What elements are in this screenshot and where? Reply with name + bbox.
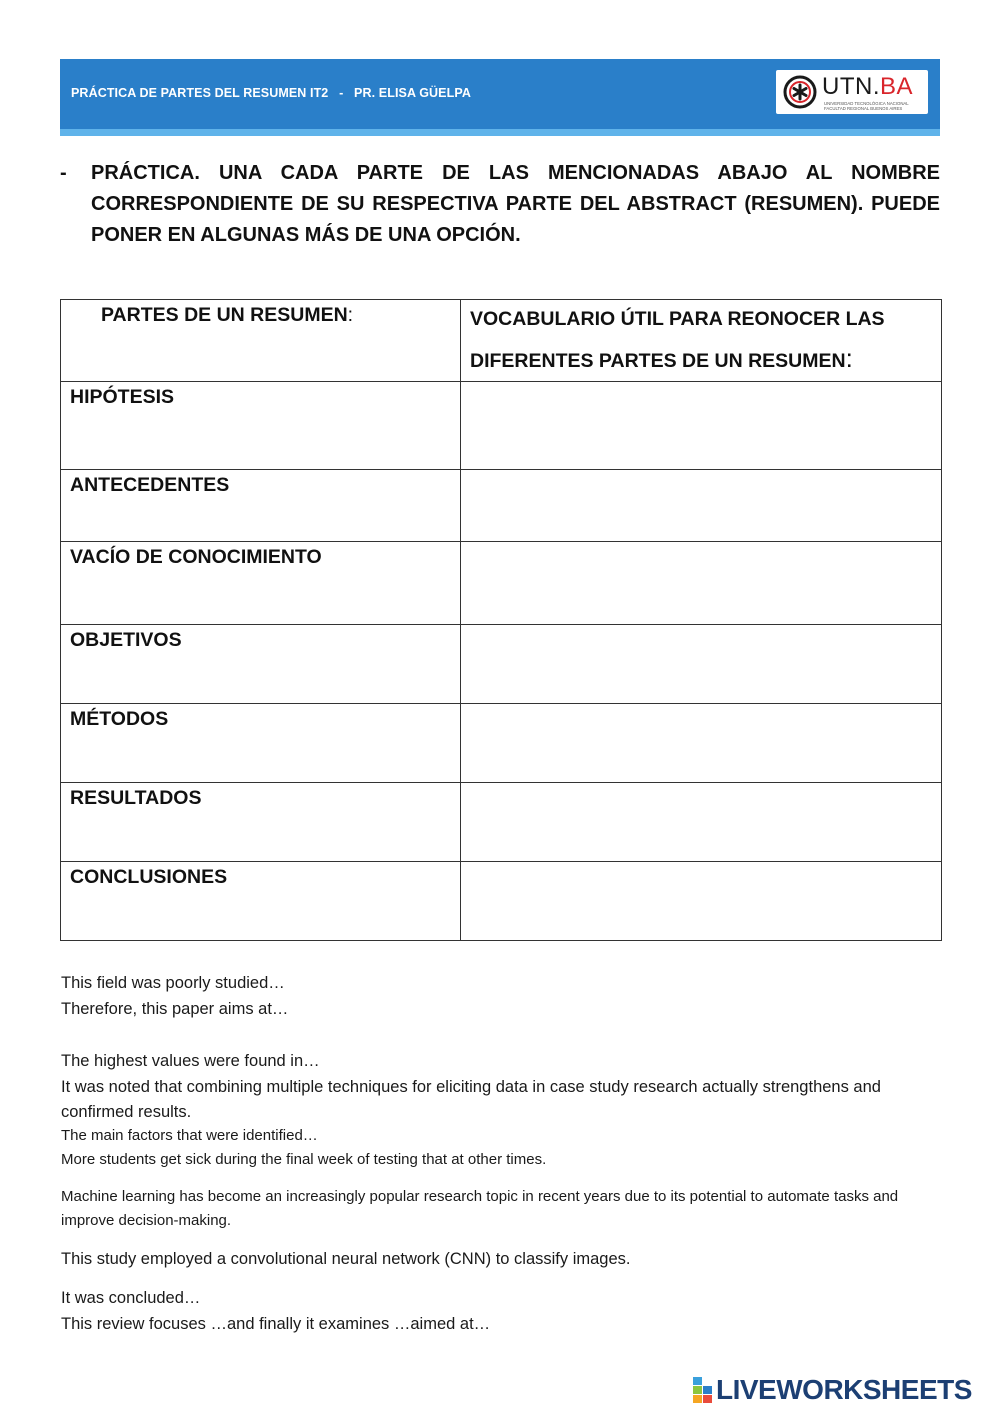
table-row: [61, 542, 942, 625]
table-row: [61, 783, 942, 862]
row-label-vacio-de-conocimiento: VACÍO DE CONOCIMIENTO: [61, 542, 461, 625]
abstract-parts-table: [60, 299, 942, 941]
row-label-antecedentes: ANTECEDENTES: [61, 470, 461, 542]
answer-drop-zone-metodos[interactable]: [461, 704, 942, 783]
header-cell-vocabulary: VOCABULARIO ÚTIL PARA REONOCER LAS DIFERENTES PARTES DE UN RESUMEN:: [461, 300, 942, 382]
utn-emblem-icon: [783, 75, 817, 109]
table-row: [61, 862, 942, 941]
answer-drop-zone-antecedentes[interactable]: [461, 470, 942, 542]
header-banner: [60, 59, 940, 129]
vocab-phrase[interactable]: It was concluded…: [61, 1289, 201, 1307]
table-row: [61, 382, 942, 470]
liveworksheets-logo: [692, 1374, 992, 1408]
logo-subtitle: UNIVERSIDAD TECNOLÓGICA NACIONAL FACULTAD REGIONAL BUENOS AIRES: [824, 101, 909, 111]
row-label-conclusiones: CONCLUSIONES: [61, 862, 461, 941]
header-title: PRÁCTICA DE PARTES DEL RESUMEN IT2 - PR. ELISA GÜELPA: [71, 86, 471, 100]
liveworksheets-wordmark: LIVEWORKSHEETS: [716, 1374, 972, 1405]
answer-drop-zone-vacio-de-conocimiento[interactable]: [461, 542, 942, 625]
liveworksheets-icon: [692, 1376, 714, 1404]
vocab-phrase[interactable]: More students get sick during the final week of testing that at other times.: [61, 1151, 547, 1168]
vocab-phrase[interactable]: The highest values were found in…: [61, 1052, 320, 1070]
row-label-metodos: MÉTODOS: [61, 704, 461, 783]
table-row: [61, 625, 942, 704]
table-header-row: [61, 300, 942, 382]
row-label-hipotesis: HIPÓTESIS: [61, 382, 461, 470]
logo-wordmark: UTN.BA: [822, 73, 914, 100]
instruction-bullet: -: [60, 162, 67, 184]
vocab-phrase[interactable]: Therefore, this paper aims at…: [61, 1000, 289, 1018]
vocab-phrase[interactable]: It was noted that combining multiple techniques for eliciting data in case study research actually strengthens and confirmed results.: [61, 1078, 881, 1121]
header-stripe: [60, 129, 940, 136]
instruction: [60, 158, 940, 251]
utn-logo: [776, 70, 928, 114]
table-row: [61, 470, 942, 542]
answer-drop-zone-objetivos[interactable]: [461, 625, 942, 704]
vocab-phrase[interactable]: This study employed a convolutional neural network (CNN) to classify images.: [61, 1250, 631, 1268]
header-cell-parts: PARTES DE UN RESUMEN:: [61, 300, 461, 382]
row-label-resultados: RESULTADOS: [61, 783, 461, 862]
answer-drop-zone-resultados[interactable]: [461, 783, 942, 862]
answer-drop-zone-conclusiones[interactable]: [461, 862, 942, 941]
vocab-phrase[interactable]: This field was poorly studied…: [61, 974, 285, 992]
vocab-phrase[interactable]: This review focuses …and finally it examines …aimed at…: [61, 1315, 491, 1333]
vocab-phrase[interactable]: The main factors that were identified…: [61, 1127, 318, 1144]
table-row: [61, 704, 942, 783]
row-label-objetivos: OBJETIVOS: [61, 625, 461, 704]
answer-drop-zone-hipotesis[interactable]: [461, 382, 942, 470]
vocab-phrase[interactable]: Machine learning has become an increasingly popular research topic in recent years due to its potential to automate tasks and improve decision-making.: [61, 1188, 899, 1229]
instruction-text: PRÁCTICA. UNA CADA PARTE DE LAS MENCIONADAS ABAJO AL NOMBRE CORRESPONDIENTE DE SU RESPECTIVA PARTE DEL ABSTRACT (RESUMEN). PUEDE PONER EN ALGUNAS MÁS DE UNA OPCIÓN.: [91, 162, 940, 246]
